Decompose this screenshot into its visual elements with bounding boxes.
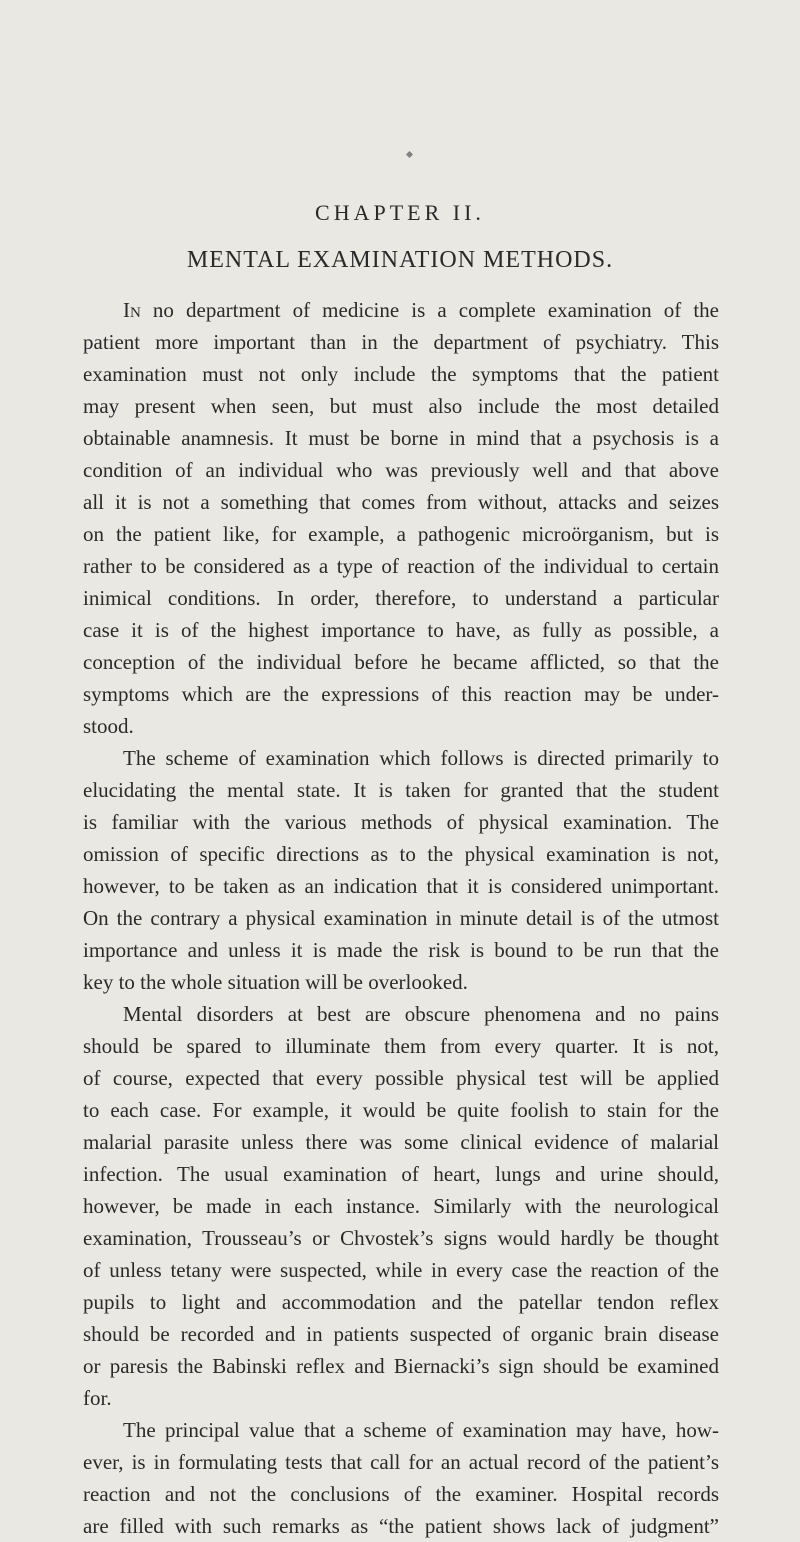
text-line: should be spared to illuminate them from every quarter. It is not, (83, 1034, 719, 1058)
text-line: all it is not a something that comes from without, attacks and seizes (83, 490, 719, 514)
text-line: examination must not only include the symptoms that the patient (83, 362, 719, 386)
text-line: The scheme of examination which follows is directed primarily to (123, 746, 719, 770)
text-line: On the contrary a physical examination in minute detail is of the utmost (83, 906, 719, 930)
text-line: however, be made in each instance. Similarly with the neurological (83, 1194, 719, 1218)
text-line: omission of specific directions as to the physical examination is not, (83, 842, 719, 866)
drop-word: In (123, 298, 141, 322)
text-line: ever, is in formulating tests that call for an actual record of the patient’s (83, 1450, 719, 1474)
text-line: of course, expected that every possible physical test will be applied (83, 1066, 719, 1090)
text-line: importance and unless it is made the risk is bound to be run that the (83, 938, 719, 962)
text-line: is familiar with the various methods of physical examination. The (83, 810, 719, 834)
text-line: case it is of the highest importance to have, as fully as possible, a (83, 618, 719, 642)
chapter-title: MENTAL EXAMINATION METHODS. (186, 247, 614, 273)
text-line: inimical conditions. In order, therefore, to understand a particular (83, 586, 719, 610)
text-line: to each case. For example, it would be quite foolish to stain for the (83, 1098, 719, 1122)
text-line: or paresis the Babinski reflex and Biernacki’s sign should be examined (83, 1354, 719, 1378)
text-line: patient more important than in the department of psychiatry. This (83, 330, 719, 354)
text-line: The principal value that a scheme of examination may have, how- (123, 1418, 719, 1442)
text-line: reaction and not the conclusions of the examiner. Hospital records (83, 1482, 719, 1506)
text-line: examination, Trousseau’s or Chvostek’s signs would hardly be thought (83, 1226, 719, 1250)
body-text (83, 294, 719, 1542)
text-line: obtainable anamnesis. It must be borne in mind that a psychosis is a (83, 426, 719, 450)
text-line: conception of the individual before he became afflicted, so that the (83, 650, 719, 674)
chapter-heading: CHAPTER II. (315, 200, 485, 225)
text-line: elucidating the mental state. It is taken for granted that the student (83, 778, 719, 802)
text-line: symptoms which are the expressions of this reaction may be under- (83, 682, 719, 706)
ornament-mark (406, 151, 413, 158)
text-line: may present when seen, but must also include the most detailed (83, 394, 719, 418)
text-line: rather to be considered as a type of reaction of the individual to certain (83, 554, 719, 578)
text-line: key to the whole situation will be overlooked. (83, 970, 468, 994)
text-line: condition of an individual who was previously well and that above (83, 458, 719, 482)
text-line: should be recorded and in patients suspected of organic brain disease (83, 1322, 719, 1346)
text-line: stood. (83, 714, 134, 738)
text-line: are filled with such remarks as “the patient shows lack of judgment” (83, 1514, 719, 1538)
text-line: malarial parasite unless there was some clinical evidence of malarial (83, 1130, 719, 1154)
text-line: pupils to light and accommodation and the patellar tendon reflex (83, 1290, 719, 1314)
text-line: however, to be taken as an indication that it is considered unimportant. (83, 874, 719, 898)
text-line: Mental disorders at best are obscure phenomena and no pains (123, 1002, 719, 1026)
text-line: infection. The usual examination of heart, lungs and urine should, (83, 1162, 719, 1186)
text-line: for. (83, 1386, 112, 1410)
text-line: In no department of medicine is a complete examination of the (123, 298, 719, 322)
text-line: of unless tetany were suspected, while in every case the reaction of the (83, 1258, 719, 1282)
text-line: on the patient like, for example, a pathogenic microörganism, but is (83, 522, 719, 546)
